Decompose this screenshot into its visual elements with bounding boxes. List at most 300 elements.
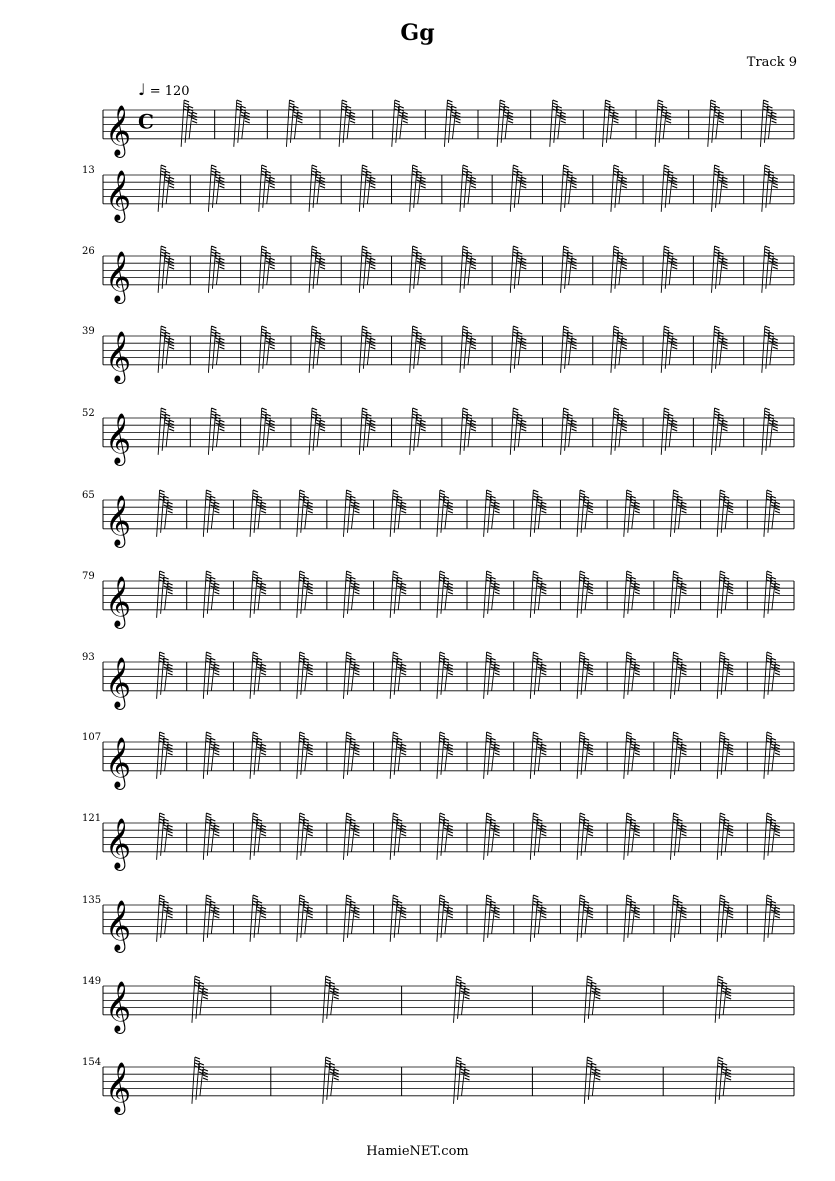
note-stem (670, 490, 673, 537)
note-flag (773, 426, 778, 428)
note-stem (203, 571, 206, 618)
note-flag (487, 490, 492, 492)
note-flag (354, 913, 359, 915)
note-flag (421, 183, 426, 185)
note-flag (214, 511, 219, 513)
note-flag (495, 592, 500, 594)
note-flag (308, 753, 313, 755)
note-stem (624, 490, 627, 537)
note-flag (203, 1075, 208, 1077)
note-flag (580, 813, 585, 815)
treble-clef-icon: 𝄞 (105, 736, 132, 788)
note-flag (775, 916, 780, 918)
note-flag (354, 750, 359, 752)
note-flag (664, 165, 669, 167)
note-flag (723, 429, 728, 431)
note-stem (359, 326, 362, 373)
note-flag (262, 168, 267, 170)
note-flag (300, 574, 305, 576)
note-flag (403, 121, 408, 123)
note-flag (413, 408, 418, 410)
note-flag (580, 571, 585, 573)
note-flag (673, 813, 678, 815)
note-flag (681, 831, 686, 833)
note-flag (471, 183, 476, 185)
note-flag (168, 589, 173, 591)
note-stem (390, 490, 393, 537)
note-stem (343, 490, 346, 537)
note-flag (673, 898, 678, 900)
note-flag (463, 411, 468, 413)
note-flag (572, 426, 577, 428)
note-flag (168, 673, 173, 675)
note-flag (211, 165, 216, 167)
note-flag (203, 997, 208, 999)
note-flag (370, 429, 375, 431)
note-flag (728, 750, 733, 752)
note-flag (168, 511, 173, 513)
note-flag (564, 408, 569, 410)
note-flag (393, 816, 398, 818)
note-flag (421, 186, 426, 188)
note-flag (448, 670, 453, 672)
note-stem (250, 732, 253, 779)
note-flag (681, 592, 686, 594)
note-flag (401, 592, 406, 594)
note-flag (308, 750, 313, 752)
note-flag (350, 121, 355, 123)
note-flag (320, 183, 325, 185)
note-flag (513, 168, 518, 170)
note-flag (595, 1078, 600, 1080)
note-stem (670, 571, 673, 618)
note-stem (655, 100, 658, 147)
note-flag (541, 670, 546, 672)
note-flag (440, 816, 445, 818)
note-flag (728, 753, 733, 755)
note-stem (437, 813, 440, 860)
note-flag (354, 592, 359, 594)
note-stem (611, 408, 614, 455)
note-flag (622, 186, 627, 188)
note-flag (627, 655, 632, 657)
note-flag (370, 344, 375, 346)
note-flag (495, 589, 500, 591)
note-flag (370, 264, 375, 266)
note-flag (362, 329, 367, 331)
note-flag (487, 813, 492, 815)
note-flag (253, 813, 258, 815)
note-flag (262, 408, 267, 410)
note-flag (728, 834, 733, 836)
note-flag (495, 670, 500, 672)
treble-clef-icon: 𝄞 (105, 250, 132, 302)
note-flag (553, 100, 558, 102)
note-flag (533, 490, 538, 492)
note-flag (401, 753, 406, 755)
note-stem (624, 732, 627, 779)
note-flag (169, 267, 174, 269)
note-flag (773, 429, 778, 431)
note-stem (158, 246, 161, 293)
note-flag (588, 913, 593, 915)
note-flag (168, 750, 173, 752)
note-flag (533, 655, 538, 657)
note-stem (661, 165, 664, 212)
note-flag (681, 511, 686, 513)
note-flag (487, 652, 492, 654)
note-flag (622, 426, 627, 428)
note-stem (602, 100, 605, 147)
note-flag (635, 673, 640, 675)
note-flag (580, 895, 585, 897)
note-stem (460, 165, 463, 212)
note-flag (211, 326, 216, 328)
note-flag (289, 100, 294, 102)
note-stem (577, 571, 580, 618)
note-flag (672, 344, 677, 346)
note-flag (767, 813, 772, 815)
note-flag (718, 1057, 723, 1059)
note-flag (773, 344, 778, 346)
note-flag (270, 267, 275, 269)
note-flag (346, 655, 351, 657)
note-flag (253, 490, 258, 492)
note-flag (395, 100, 400, 102)
note-flag (673, 732, 678, 734)
note-flag (723, 347, 728, 349)
note-flag (448, 508, 453, 510)
note-flag (237, 100, 242, 102)
note-stem (762, 326, 765, 373)
note-flag (219, 186, 224, 188)
note-stem (717, 571, 720, 618)
note-flag (471, 264, 476, 266)
note-flag (564, 329, 569, 331)
note-flag (184, 100, 189, 102)
note-flag (160, 732, 165, 734)
note-stem (484, 571, 487, 618)
note-flag (627, 895, 632, 897)
treble-clef-icon: 𝄞 (105, 412, 132, 464)
note-flag (595, 994, 600, 996)
note-flag (533, 493, 538, 495)
note-flag (448, 916, 453, 918)
note-stem (410, 246, 413, 293)
note-flag (723, 183, 728, 185)
note-flag (320, 186, 325, 188)
note-flag (214, 916, 219, 918)
note-flag (720, 898, 725, 900)
note-flag (308, 831, 313, 833)
note-flag (495, 673, 500, 675)
footer-credit[interactable]: HamieNET.com (366, 1144, 469, 1159)
note-flag (354, 916, 359, 918)
note-flag (393, 490, 398, 492)
note-stem (712, 408, 715, 455)
note-flag (521, 267, 526, 269)
note-flag (195, 979, 200, 981)
note-flag (521, 183, 526, 185)
note-stem (530, 813, 533, 860)
note-flag (767, 895, 772, 897)
note-stem (250, 652, 253, 699)
note-stem (192, 1057, 195, 1104)
note-flag (169, 186, 174, 188)
note-flag (211, 411, 216, 413)
note-flag (219, 347, 224, 349)
note-flag (664, 249, 669, 251)
note-flag (465, 1078, 470, 1080)
note-flag (533, 571, 538, 573)
note-flag (622, 429, 627, 431)
note-stem (410, 408, 413, 455)
note-flag (580, 574, 585, 576)
note-flag (465, 1075, 470, 1077)
note-flag (160, 813, 165, 815)
note-flag (262, 249, 267, 251)
note-flag (471, 347, 476, 349)
note-flag (605, 103, 610, 105)
note-flag (613, 118, 618, 120)
note-stem (343, 652, 346, 699)
note-stem (309, 326, 312, 373)
note-flag (354, 589, 359, 591)
note-flag (627, 493, 632, 495)
note-flag (448, 589, 453, 591)
note-flag (627, 574, 632, 576)
note-flag (775, 753, 780, 755)
note-stem (286, 100, 289, 147)
note-flag (160, 652, 165, 654)
note-stem (497, 100, 500, 147)
note-flag (711, 103, 716, 105)
note-flag (580, 735, 585, 737)
note-stem (577, 652, 580, 699)
note-flag (487, 898, 492, 900)
note-flag (672, 347, 677, 349)
note-flag (219, 183, 224, 185)
note-flag (718, 1060, 723, 1062)
note-flag (211, 408, 216, 410)
note-flag (771, 118, 776, 120)
note-flag (245, 121, 250, 123)
note-flag (312, 165, 317, 167)
note-stem (717, 732, 720, 779)
note-flag (262, 411, 267, 413)
note-flag (421, 347, 426, 349)
note-flag (401, 913, 406, 915)
note-flag (308, 511, 313, 513)
note-flag (673, 490, 678, 492)
note-flag (312, 408, 317, 410)
note-stem (717, 652, 720, 699)
note-flag (308, 673, 313, 675)
note-flag (533, 895, 538, 897)
note-flag (767, 652, 772, 654)
note-flag (320, 344, 325, 346)
note-flag (455, 118, 460, 120)
note-flag (541, 750, 546, 752)
note-flag (261, 913, 266, 915)
note-flag (448, 834, 453, 836)
note-flag (413, 165, 418, 167)
note-flag (715, 246, 720, 248)
note-stem (181, 100, 184, 147)
note-stem (208, 408, 211, 455)
note-flag (261, 753, 266, 755)
note-flag (513, 246, 518, 248)
note-stem (712, 246, 715, 293)
note-stem (437, 732, 440, 779)
note-flag (495, 508, 500, 510)
note-flag (508, 118, 513, 120)
measure-number: 39 (82, 326, 95, 337)
note-flag (664, 329, 669, 331)
note-stem (661, 326, 664, 373)
note-flag (253, 898, 258, 900)
note-flag (448, 913, 453, 915)
note-stem (484, 490, 487, 537)
note-flag (161, 246, 166, 248)
note-flag (463, 168, 468, 170)
note-flag (421, 267, 426, 269)
treble-clef-icon: 𝄞 (105, 899, 132, 951)
note-flag (513, 408, 518, 410)
note-stem (203, 732, 206, 779)
note-stem (510, 165, 513, 212)
note-flag (370, 426, 375, 428)
note-flag (448, 592, 453, 594)
note-flag (253, 493, 258, 495)
note-flag (564, 249, 569, 251)
note-stem (309, 246, 312, 293)
note-flag (627, 816, 632, 818)
note-stem (157, 571, 160, 618)
note-flag (253, 655, 258, 657)
note-flag (440, 898, 445, 900)
note-flag (726, 994, 731, 996)
note-flag (541, 589, 546, 591)
note-flag (206, 574, 211, 576)
note-flag (300, 813, 305, 815)
note-flag (253, 732, 258, 734)
note-flag (614, 326, 619, 328)
note-flag (219, 426, 224, 428)
note-stem (670, 895, 673, 942)
note-stem (460, 326, 463, 373)
note-stem (343, 732, 346, 779)
note-flag (572, 429, 577, 431)
note-flag (346, 571, 351, 573)
note-flag (588, 670, 593, 672)
note-flag (765, 246, 770, 248)
note-stem (203, 652, 206, 699)
note-stem (437, 652, 440, 699)
note-flag (354, 834, 359, 836)
note-flag (622, 344, 627, 346)
note-flag (718, 976, 723, 978)
quarter-note-icon: ♩ (138, 80, 146, 99)
note-flag (720, 816, 725, 818)
note-flag (775, 673, 780, 675)
note-flag (487, 571, 492, 573)
measure-number: 107 (82, 732, 102, 743)
note-flag (342, 103, 347, 105)
note-flag (262, 329, 267, 331)
note-flag (495, 750, 500, 752)
note-flag (346, 816, 351, 818)
note-flag (767, 735, 772, 737)
note-flag (635, 916, 640, 918)
note-flag (354, 753, 359, 755)
note-stem (454, 1057, 457, 1104)
note-flag (720, 571, 725, 573)
note-flag (613, 121, 618, 123)
note-flag (370, 267, 375, 269)
note-flag (161, 411, 166, 413)
note-flag (715, 329, 720, 331)
note-stem (390, 732, 393, 779)
note-flag (553, 103, 558, 105)
note-flag (160, 898, 165, 900)
measure-number: 13 (82, 165, 95, 176)
note-flag (541, 592, 546, 594)
note-stem (484, 652, 487, 699)
note-stem (460, 408, 463, 455)
note-flag (393, 655, 398, 657)
note-flag (403, 118, 408, 120)
note-flag (219, 264, 224, 266)
note-flag (206, 816, 211, 818)
note-flag (457, 979, 462, 981)
note-flag (312, 246, 317, 248)
note-flag (627, 490, 632, 492)
note-flag (728, 511, 733, 513)
note-flag (627, 652, 632, 654)
note-flag (572, 183, 577, 185)
note-flag (463, 165, 468, 167)
note-stem (208, 326, 211, 373)
note-flag (312, 249, 317, 251)
note-stem (484, 813, 487, 860)
note-flag (192, 118, 197, 120)
treble-clef-icon: 𝄞 (105, 169, 132, 221)
note-flag (393, 735, 398, 737)
note-flag (401, 673, 406, 675)
note-stem (410, 165, 413, 212)
note-flag (270, 264, 275, 266)
note-flag (723, 267, 728, 269)
note-flag (206, 652, 211, 654)
note-flag (346, 493, 351, 495)
note-flag (463, 246, 468, 248)
note-stem (157, 490, 160, 537)
note-flag (253, 652, 258, 654)
note-flag (580, 493, 585, 495)
note-flag (270, 429, 275, 431)
note-flag (572, 264, 577, 266)
note-flag (767, 816, 772, 818)
note-stem (670, 813, 673, 860)
note-flag (300, 493, 305, 495)
note-flag (214, 670, 219, 672)
treble-clef-icon: 𝄞 (105, 330, 132, 382)
note-flag (681, 750, 686, 752)
note-flag (533, 816, 538, 818)
note-flag (763, 100, 768, 102)
note-flag (627, 732, 632, 734)
